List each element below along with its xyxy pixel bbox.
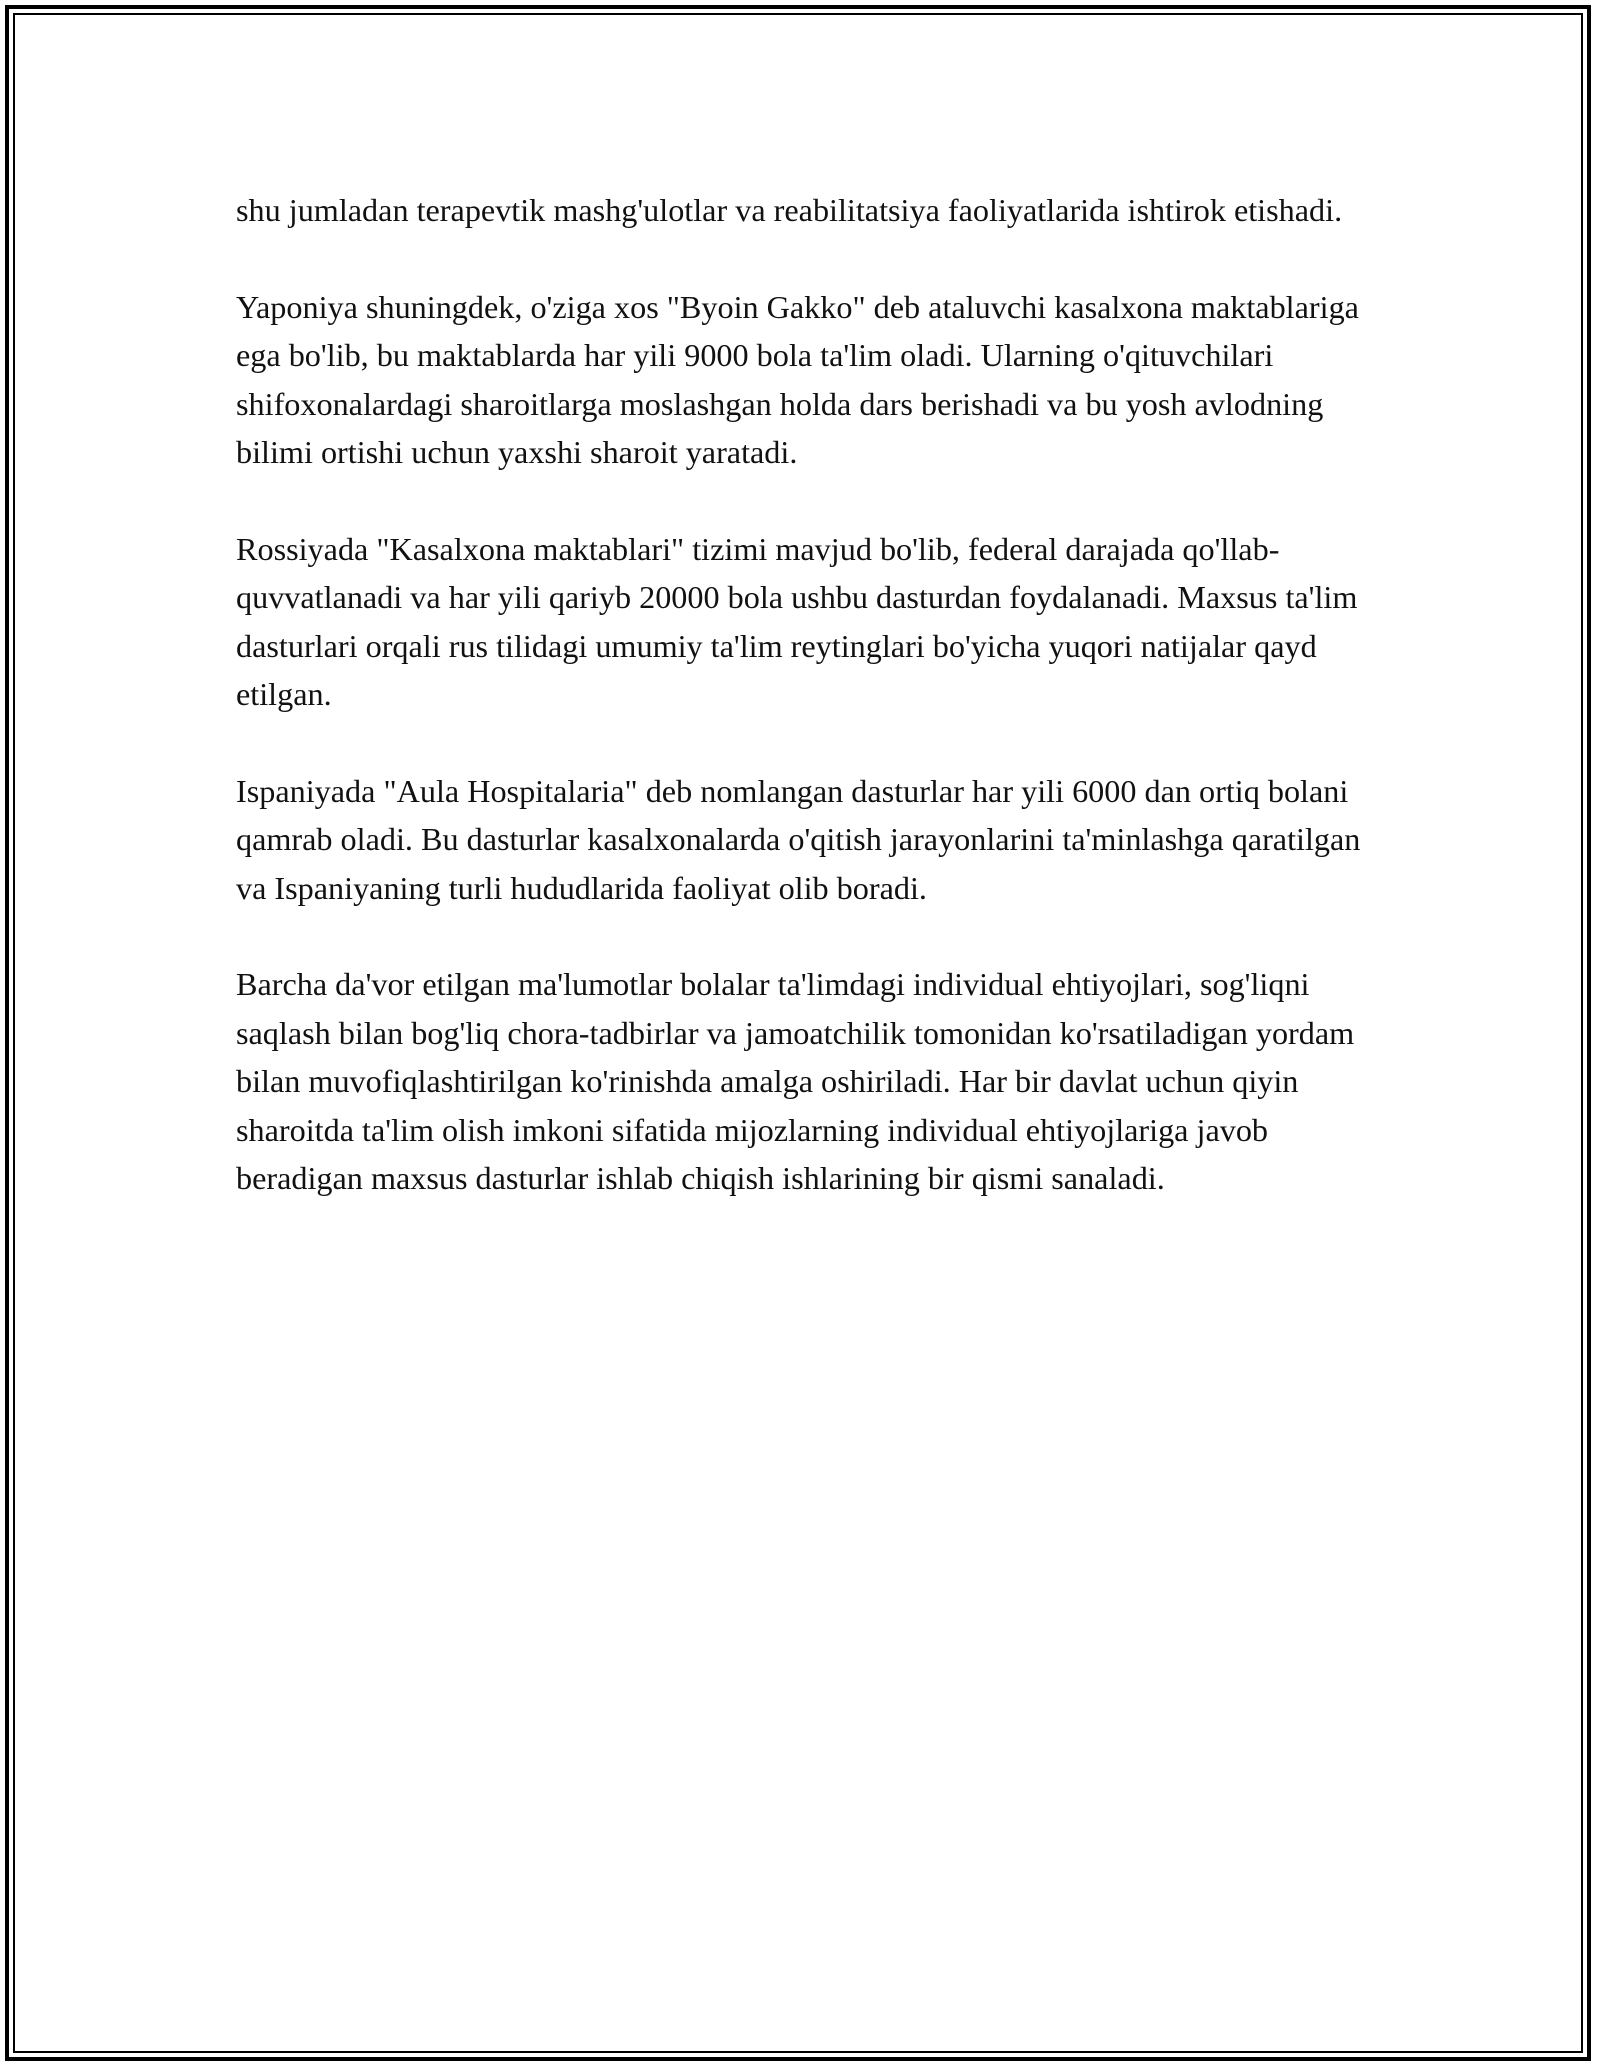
paragraph-2: Yaponiya shuningdek, o'ziga xos "Byoin Gakko" deb ataluvchi kasalxona maktablariga ega bo'lib, bu maktablarda har yili 9000 bola ta'lim oladi. Ularning o'qituvchilari shifoxonalardagi sharoitlarga moslashgan holda dars berishadi va bu yosh avlodning bilimi ortishi uchun yaxshi sharoit yaratadi. [236, 288, 1359, 471]
paragraph-5: Barcha da'vor etilgan ma'lumotlar bolalar ta'limdagi individual ehtiyojlari, sog'liqni saqlash bilan bog'liq chora-tadbirlar va jamoatchilik tomonidan ko'rsatiladigan yordam bilan muvofiqlashtirilgan ko'rinishda amalga oshiriladi. Har bir davlat uchun qiyin sharoitda ta'lim olish imkoni sifatida mijozlarning individual ehtiyojlariga javob beradigan maxsus dasturlar ishlab chiqish ishlarining bir qismi sanaladi. [236, 966, 1355, 1197]
paragraph-4: Ispaniyada "Aula Hospitalaria" deb nomlangan dasturlar har yili 6000 dan ortiq bolani qamrab oladi. Bu dasturlar kasalxonalarda o'qitish jarayonlarini ta'minlashga qaratilgan va Ispaniyaning turli hududlarida faoliyat olib boradi. [236, 772, 1361, 906]
paragraph-3: Rossiyada "Kasalxona maktablari" tizimi mavjud bo'lib, federal darajada qo'llab-quvvatlanadi va har yili qariyb 20000 bola ushbu dasturdan foydalanadi. Maxsus ta'lim dasturlari orqali rus tilidagi umumiy ta'lim reytinglari bo'yicha yuqori natijalar qayd etilgan. [236, 530, 1358, 713]
document-body [236, 186, 1386, 1202]
paragraph-1: shu jumladan terapevtik mashg'ulotlar va reabilitatsiya faoliyatlarida ishtirok etishadi. [236, 192, 1343, 228]
